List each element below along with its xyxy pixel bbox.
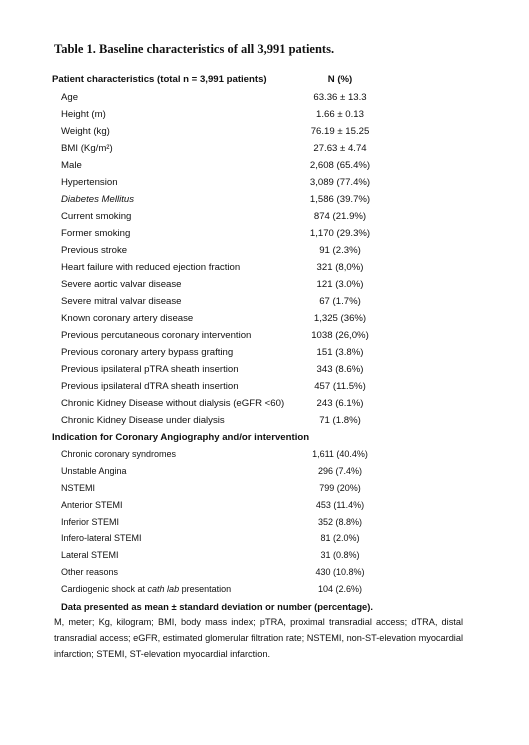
table-row: [52, 208, 388, 225]
table-row: [52, 293, 388, 310]
row-label: Previous stroke: [61, 245, 128, 256]
row-value: 71 (1.8%): [319, 415, 361, 426]
table-row: [52, 580, 388, 597]
row-value: 63.36 ± 13.3: [313, 92, 367, 103]
row-value: 91 (2.3%): [319, 245, 361, 256]
row-value: 453 (11.4%): [315, 499, 365, 510]
row-value: 1,586 (39.7%): [309, 194, 371, 205]
row-label: Chronic Kidney Disease under dialysis: [61, 415, 225, 426]
label-italic: cath lab: [147, 583, 180, 594]
row-value: 2,608 (65.4%): [309, 160, 371, 171]
table-row: [52, 140, 388, 157]
table-row: [52, 123, 388, 140]
table-row: [52, 463, 388, 480]
row-label: [52, 580, 292, 597]
row-label: Infero-lateral STEMI: [61, 533, 142, 544]
table-row: [52, 276, 388, 293]
row-label: Unstable Angina: [61, 466, 127, 477]
row-label: Weight (kg): [61, 126, 110, 137]
row-label: Former smoking: [61, 228, 131, 239]
row-value: 121 (3.0%): [316, 279, 364, 290]
row-value: 321 (8,0%): [316, 262, 364, 273]
row-value: 296 (7.4%): [317, 466, 363, 477]
table-note-row: [52, 597, 388, 615]
table-row: [52, 412, 388, 429]
row-label: Height (m): [61, 109, 106, 120]
row-value: 874 (21.9%): [313, 211, 367, 222]
row-label: Lateral STEMI: [61, 550, 119, 561]
row-value: 352 (8.8%): [317, 516, 363, 527]
row-value: 343 (8.6%): [316, 364, 364, 375]
table-row: [52, 174, 388, 191]
row-label: Chronic Kidney Disease without dialysis (eGFR <60): [61, 398, 285, 409]
row-value: 104 (2.6%): [317, 583, 363, 594]
row-value: 81 (2.0%): [320, 533, 360, 544]
row-label: Severe aortic valvar disease: [61, 279, 182, 290]
table-note: Data presented as mean ± standard deviation or number (percentage).: [61, 600, 373, 612]
label-pre: Cardiogenic shock at: [61, 583, 148, 594]
table-row: [52, 395, 388, 412]
row-label: Male: [61, 160, 82, 171]
row-value: 3,089 (77.4%): [309, 177, 371, 188]
row-value: 1,170 (29.3%): [309, 228, 371, 239]
table-header-row: [52, 70, 388, 89]
row-value: 76.19 ± 15.25: [310, 126, 370, 137]
table-row: [52, 310, 388, 327]
table-row: [52, 564, 388, 581]
row-label: Anterior STEMI: [61, 499, 123, 510]
row-label: Previous coronary artery bypass grafting: [61, 347, 234, 358]
table-row: [52, 446, 388, 463]
row-value: 1,325 (36%): [313, 313, 367, 324]
table-row: [52, 378, 388, 395]
table-row: [52, 89, 388, 106]
row-label: Diabetes Mellitus: [61, 194, 135, 205]
row-value: 1,611 (40.4%): [312, 449, 368, 460]
row-value: 243 (6.1%): [316, 398, 364, 409]
row-value: 67 (1.7%): [319, 296, 361, 307]
table-title: Table 1. Baseline characteristics of all 3,991 patients.: [54, 42, 335, 56]
row-label: Severe mitral valvar disease: [61, 296, 182, 307]
abbreviations-footnote: M, meter; Kg, kilogram; BMI, body mass index; pTRA, proximal transradial access; dTRA, distal transradial access; eGFR, estimated glomerular filtration rate; NSTEMI, non-ST-elevation myocardial infarction; STEMI, ST-elevation myocardial infarction.: [54, 617, 464, 660]
label-post: presentation: [179, 583, 232, 594]
table-row: [52, 191, 388, 208]
table-row: [52, 513, 388, 530]
row-value: 31 (0.8%): [320, 550, 360, 561]
row-value: 1.66 ± 0.13: [316, 109, 364, 120]
row-label: Hypertension: [61, 177, 118, 188]
table-row: [52, 361, 388, 378]
header-label: Patient characteristics (total n = 3,991 patients): [52, 74, 267, 85]
row-value: 799 (20%): [319, 482, 361, 493]
row-label: NSTEMI: [61, 482, 96, 493]
header-value: N (%): [327, 74, 353, 85]
table-row: [52, 327, 388, 344]
row-value: 27.63 ± 4.74: [313, 143, 367, 154]
row-label: Previous percutaneous coronary intervention: [61, 330, 252, 341]
section-label: Indication for Coronary Angiography and/or intervention: [52, 432, 310, 443]
table-row: [52, 225, 388, 242]
table-row: [52, 242, 388, 259]
row-label: Previous ipsilateral dTRA sheath insertion: [61, 381, 239, 392]
row-label: BMI (Kg/m²): [61, 143, 113, 154]
table-row: [52, 480, 388, 497]
row-value: 151 (3.8%): [316, 347, 364, 358]
row-label: Previous ipsilateral pTRA sheath insertion: [61, 364, 239, 375]
table-row: [52, 157, 388, 174]
table-row: [52, 547, 388, 564]
table-row: [52, 106, 388, 123]
row-label: Known coronary artery disease: [61, 313, 194, 324]
row-value: 430 (10.8%): [315, 566, 365, 577]
row-label: Heart failure with reduced ejection fraction: [61, 262, 241, 273]
row-label: Other reasons: [61, 566, 119, 577]
table-row: [52, 344, 388, 361]
row-label: Current smoking: [61, 211, 132, 222]
table-row: [52, 530, 388, 547]
baseline-table: [52, 70, 388, 615]
table-row: [52, 259, 388, 276]
row-value: 1038 (26,0%): [311, 330, 369, 341]
table-row: [52, 496, 388, 513]
row-label: Inferior STEMI: [61, 516, 120, 527]
row-label: Chronic coronary syndromes: [61, 449, 177, 460]
row-value: 457 (11.5%): [314, 381, 366, 392]
section-header-row: [52, 429, 388, 446]
row-label: Age: [61, 92, 79, 103]
